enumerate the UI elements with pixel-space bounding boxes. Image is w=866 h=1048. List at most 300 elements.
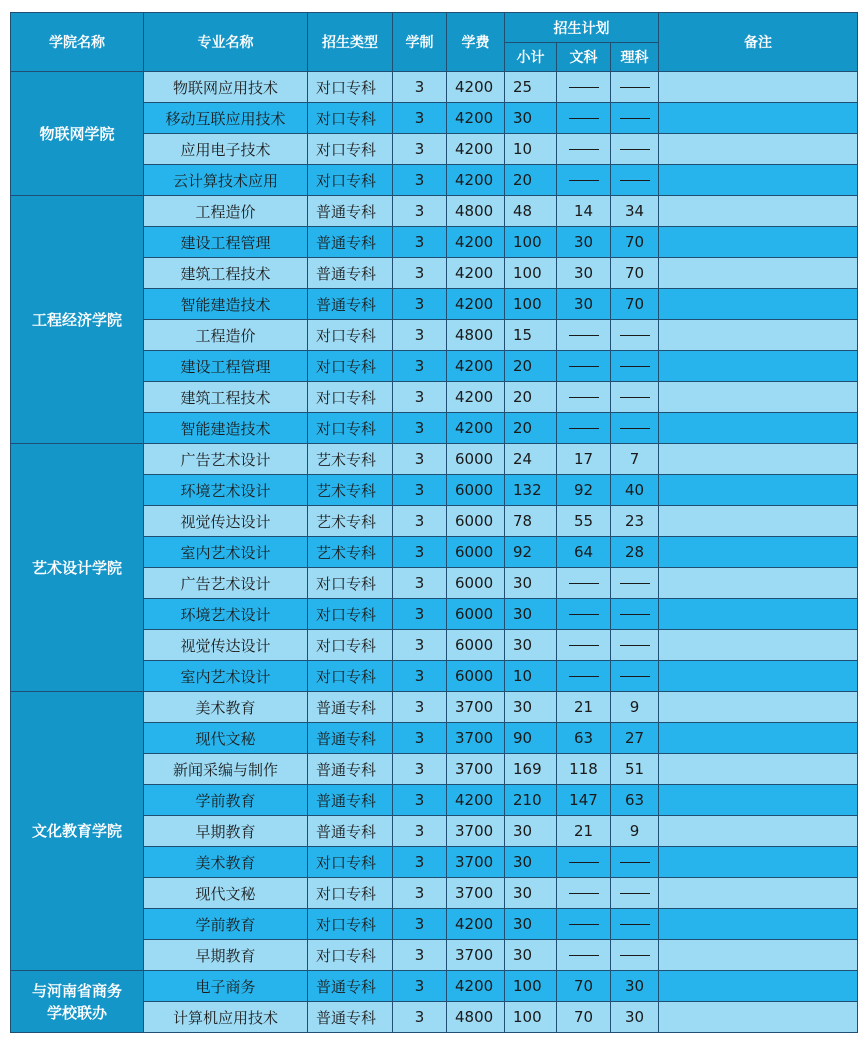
science-count-cell: 7: [611, 444, 659, 475]
subtotal-cell: 30: [505, 630, 557, 661]
fee-cell: 3700: [447, 847, 505, 878]
remark-cell: [659, 630, 858, 661]
science-count-cell: [611, 72, 659, 103]
college-name-cell: 物联网学院: [11, 72, 144, 196]
subtotal-cell: 78: [505, 506, 557, 537]
header-years: 学制: [393, 13, 447, 72]
enrollment-type-cell: 艺术专科: [308, 475, 393, 506]
arts-count-cell: [557, 103, 611, 134]
empty-dash: [620, 955, 650, 956]
arts-count-cell: 17: [557, 444, 611, 475]
subtotal-cell: 30: [505, 940, 557, 971]
years-cell: 3: [393, 165, 447, 196]
years-cell: 3: [393, 971, 447, 1002]
table-row: [11, 444, 858, 475]
remark-cell: [659, 599, 858, 630]
fee-cell: 3700: [447, 816, 505, 847]
remark-cell: [659, 382, 858, 413]
fee-cell: 3700: [447, 878, 505, 909]
empty-dash: [620, 428, 650, 429]
remark-cell: [659, 72, 858, 103]
enrollment-type-cell: 对口专科: [308, 847, 393, 878]
empty-dash: [569, 955, 599, 956]
science-count-cell: 30: [611, 1002, 659, 1033]
enrollment-type-cell: 对口专科: [308, 134, 393, 165]
remark-cell: [659, 568, 858, 599]
years-cell: 3: [393, 537, 447, 568]
enrollment-type-cell: 艺术专科: [308, 444, 393, 475]
major-cell: 建设工程管理: [144, 351, 308, 382]
subtotal-cell: 24: [505, 444, 557, 475]
arts-count-cell: 55: [557, 506, 611, 537]
empty-dash: [620, 180, 650, 181]
subtotal-cell: 10: [505, 134, 557, 165]
remark-cell: [659, 537, 858, 568]
enrollment-type-cell: 普通专科: [308, 692, 393, 723]
fee-cell: 4200: [447, 413, 505, 444]
enrollment-type-cell: 普通专科: [308, 289, 393, 320]
subtotal-cell: 15: [505, 320, 557, 351]
major-cell: 环境艺术设计: [144, 475, 308, 506]
subtotal-cell: 30: [505, 692, 557, 723]
remark-cell: [659, 847, 858, 878]
arts-count-cell: 21: [557, 816, 611, 847]
fee-cell: 3700: [447, 940, 505, 971]
subtotal-cell: 20: [505, 382, 557, 413]
arts-count-cell: 21: [557, 692, 611, 723]
years-cell: 3: [393, 909, 447, 940]
empty-dash: [620, 893, 650, 894]
remark-cell: [659, 785, 858, 816]
table-row: [11, 692, 858, 723]
major-cell: 室内艺术设计: [144, 661, 308, 692]
subtotal-cell: 30: [505, 568, 557, 599]
subtotal-cell: 30: [505, 909, 557, 940]
enrollment-type-cell: 对口专科: [308, 630, 393, 661]
empty-dash: [620, 645, 650, 646]
years-cell: 3: [393, 847, 447, 878]
remark-cell: [659, 227, 858, 258]
enrollment-type-cell: 对口专科: [308, 568, 393, 599]
years-cell: 3: [393, 413, 447, 444]
fee-cell: 4200: [447, 227, 505, 258]
fee-cell: 6000: [447, 568, 505, 599]
college-name-cell: 文化教育学院: [11, 692, 144, 971]
enrollment-plan-table: [10, 12, 858, 1033]
major-cell: 工程造价: [144, 196, 308, 227]
fee-cell: 4200: [447, 103, 505, 134]
fee-cell: 4200: [447, 382, 505, 413]
remark-cell: [659, 103, 858, 134]
enrollment-type-cell: 艺术专科: [308, 537, 393, 568]
remark-cell: [659, 320, 858, 351]
science-count-cell: [611, 940, 659, 971]
remark-cell: [659, 289, 858, 320]
major-cell: 美术教育: [144, 847, 308, 878]
enrollment-type-cell: 普通专科: [308, 1002, 393, 1033]
arts-count-cell: [557, 568, 611, 599]
science-count-cell: [611, 878, 659, 909]
remark-cell: [659, 940, 858, 971]
fee-cell: 4200: [447, 134, 505, 165]
subtotal-cell: 100: [505, 258, 557, 289]
college-name-cell: [11, 971, 144, 1033]
subtotal-cell: 48: [505, 196, 557, 227]
major-cell: 室内艺术设计: [144, 537, 308, 568]
major-cell: 计算机应用技术: [144, 1002, 308, 1033]
science-count-cell: [611, 847, 659, 878]
years-cell: 3: [393, 289, 447, 320]
arts-count-cell: [557, 599, 611, 630]
science-count-cell: [611, 909, 659, 940]
subtotal-cell: 30: [505, 103, 557, 134]
table-row: [11, 72, 858, 103]
science-count-cell: 9: [611, 816, 659, 847]
header-subtotal: 小计: [505, 43, 557, 72]
header-plan: 招生计划: [505, 13, 659, 43]
remark-cell: [659, 134, 858, 165]
arts-count-cell: [557, 661, 611, 692]
fee-cell: 3700: [447, 754, 505, 785]
years-cell: 3: [393, 227, 447, 258]
arts-count-cell: [557, 320, 611, 351]
empty-dash: [569, 428, 599, 429]
arts-count-cell: [557, 382, 611, 413]
years-cell: 3: [393, 444, 447, 475]
subtotal-cell: 30: [505, 599, 557, 630]
major-cell: 环境艺术设计: [144, 599, 308, 630]
remark-cell: [659, 661, 858, 692]
empty-dash: [620, 397, 650, 398]
enrollment-type-cell: 对口专科: [308, 661, 393, 692]
years-cell: 3: [393, 599, 447, 630]
fee-cell: 6000: [447, 661, 505, 692]
empty-dash: [620, 118, 650, 119]
arts-count-cell: [557, 909, 611, 940]
table-header: [11, 13, 858, 72]
enrollment-type-cell: 对口专科: [308, 878, 393, 909]
remark-cell: [659, 692, 858, 723]
fee-cell: 6000: [447, 537, 505, 568]
science-count-cell: 51: [611, 754, 659, 785]
enrollment-type-cell: 对口专科: [308, 909, 393, 940]
arts-count-cell: 30: [557, 258, 611, 289]
subtotal-cell: 210: [505, 785, 557, 816]
empty-dash: [569, 149, 599, 150]
fee-cell: 4200: [447, 909, 505, 940]
major-cell: 美术教育: [144, 692, 308, 723]
science-count-cell: [611, 661, 659, 692]
major-cell: 应用电子技术: [144, 134, 308, 165]
empty-dash: [569, 893, 599, 894]
years-cell: 3: [393, 630, 447, 661]
major-cell: 现代文秘: [144, 723, 308, 754]
major-cell: 现代文秘: [144, 878, 308, 909]
years-cell: 3: [393, 196, 447, 227]
major-cell: 物联网应用技术: [144, 72, 308, 103]
major-cell: 建筑工程技术: [144, 382, 308, 413]
remark-cell: [659, 909, 858, 940]
remark-cell: [659, 971, 858, 1002]
remark-cell: [659, 878, 858, 909]
remark-cell: [659, 506, 858, 537]
major-cell: 学前教育: [144, 785, 308, 816]
major-cell: 智能建造技术: [144, 413, 308, 444]
enrollment-type-cell: 对口专科: [308, 940, 393, 971]
empty-dash: [569, 614, 599, 615]
remark-cell: [659, 258, 858, 289]
major-cell: 移动互联应用技术: [144, 103, 308, 134]
major-cell: 视觉传达设计: [144, 506, 308, 537]
enrollment-type-cell: 普通专科: [308, 196, 393, 227]
empty-dash: [569, 366, 599, 367]
fee-cell: 4200: [447, 785, 505, 816]
empty-dash: [569, 862, 599, 863]
header-arts: 文科: [557, 43, 611, 72]
arts-count-cell: 14: [557, 196, 611, 227]
enrollment-type-cell: 对口专科: [308, 382, 393, 413]
table-body: [11, 72, 858, 1033]
years-cell: 3: [393, 568, 447, 599]
header-science: 理科: [611, 43, 659, 72]
major-cell: 广告艺术设计: [144, 568, 308, 599]
fee-cell: 4200: [447, 165, 505, 196]
empty-dash: [620, 335, 650, 336]
arts-count-cell: 64: [557, 537, 611, 568]
fee-cell: 4200: [447, 971, 505, 1002]
major-cell: 新闻采编与制作: [144, 754, 308, 785]
years-cell: 3: [393, 351, 447, 382]
empty-dash: [569, 87, 599, 88]
empty-dash: [620, 583, 650, 584]
years-cell: 3: [393, 754, 447, 785]
subtotal-cell: 25: [505, 72, 557, 103]
arts-count-cell: 70: [557, 1002, 611, 1033]
arts-count-cell: 63: [557, 723, 611, 754]
enrollment-type-cell: 普通专科: [308, 723, 393, 754]
college-name-cell: 艺术设计学院: [11, 444, 144, 692]
major-cell: 学前教育: [144, 909, 308, 940]
fee-cell: 6000: [447, 444, 505, 475]
header-remark: 备注: [659, 13, 858, 72]
subtotal-cell: 100: [505, 971, 557, 1002]
subtotal-cell: 100: [505, 289, 557, 320]
empty-dash: [569, 397, 599, 398]
science-count-cell: [611, 134, 659, 165]
fee-cell: 3700: [447, 692, 505, 723]
empty-dash: [569, 180, 599, 181]
remark-cell: [659, 1002, 858, 1033]
college-name-line: 与河南省商务: [31, 981, 122, 1000]
science-count-cell: 70: [611, 227, 659, 258]
science-count-cell: 9: [611, 692, 659, 723]
enrollment-type-cell: 普通专科: [308, 227, 393, 258]
table-row: [11, 971, 858, 1002]
years-cell: 3: [393, 785, 447, 816]
science-count-cell: [611, 382, 659, 413]
arts-count-cell: 118: [557, 754, 611, 785]
remark-cell: [659, 816, 858, 847]
fee-cell: 3700: [447, 723, 505, 754]
science-count-cell: 70: [611, 289, 659, 320]
years-cell: 3: [393, 382, 447, 413]
arts-count-cell: [557, 878, 611, 909]
header-type: 招生类型: [308, 13, 393, 72]
science-count-cell: [611, 320, 659, 351]
empty-dash: [569, 645, 599, 646]
arts-count-cell: [557, 630, 611, 661]
arts-count-cell: 30: [557, 289, 611, 320]
major-cell: 早期教育: [144, 816, 308, 847]
enrollment-type-cell: 对口专科: [308, 413, 393, 444]
empty-dash: [569, 583, 599, 584]
fee-cell: 4800: [447, 320, 505, 351]
empty-dash: [569, 676, 599, 677]
subtotal-cell: 30: [505, 878, 557, 909]
major-cell: 建筑工程技术: [144, 258, 308, 289]
years-cell: 3: [393, 72, 447, 103]
subtotal-cell: 20: [505, 413, 557, 444]
fee-cell: 4800: [447, 196, 505, 227]
years-cell: 3: [393, 940, 447, 971]
years-cell: 3: [393, 475, 447, 506]
subtotal-cell: 100: [505, 1002, 557, 1033]
header-college: 学院名称: [11, 13, 144, 72]
fee-cell: 6000: [447, 506, 505, 537]
remark-cell: [659, 723, 858, 754]
enrollment-type-cell: 对口专科: [308, 599, 393, 630]
remark-cell: [659, 413, 858, 444]
fee-cell: 4200: [447, 351, 505, 382]
years-cell: 3: [393, 816, 447, 847]
enrollment-plan-table-wrapper: [10, 12, 857, 1033]
major-cell: 早期教育: [144, 940, 308, 971]
science-count-cell: [611, 568, 659, 599]
empty-dash: [620, 87, 650, 88]
empty-dash: [569, 924, 599, 925]
science-count-cell: 28: [611, 537, 659, 568]
years-cell: 3: [393, 134, 447, 165]
arts-count-cell: [557, 165, 611, 196]
subtotal-cell: 30: [505, 816, 557, 847]
years-cell: 3: [393, 103, 447, 134]
science-count-cell: [611, 630, 659, 661]
science-count-cell: [611, 413, 659, 444]
major-cell: 视觉传达设计: [144, 630, 308, 661]
science-count-cell: [611, 599, 659, 630]
fee-cell: 4200: [447, 72, 505, 103]
years-cell: 3: [393, 258, 447, 289]
years-cell: 3: [393, 692, 447, 723]
subtotal-cell: 20: [505, 165, 557, 196]
major-cell: 广告艺术设计: [144, 444, 308, 475]
fee-cell: 6000: [447, 599, 505, 630]
science-count-cell: 70: [611, 258, 659, 289]
years-cell: 3: [393, 723, 447, 754]
subtotal-cell: 90: [505, 723, 557, 754]
enrollment-type-cell: 对口专科: [308, 320, 393, 351]
enrollment-type-cell: 艺术专科: [308, 506, 393, 537]
remark-cell: [659, 196, 858, 227]
remark-cell: [659, 444, 858, 475]
arts-count-cell: 92: [557, 475, 611, 506]
science-count-cell: [611, 351, 659, 382]
subtotal-cell: 169: [505, 754, 557, 785]
empty-dash: [620, 614, 650, 615]
years-cell: 3: [393, 661, 447, 692]
empty-dash: [569, 118, 599, 119]
subtotal-cell: 20: [505, 351, 557, 382]
major-cell: 建设工程管理: [144, 227, 308, 258]
subtotal-cell: 30: [505, 847, 557, 878]
header-major: 专业名称: [144, 13, 308, 72]
empty-dash: [620, 924, 650, 925]
college-name-line: 学校联办: [46, 1003, 107, 1022]
arts-count-cell: [557, 72, 611, 103]
header-fee: 学费: [447, 13, 505, 72]
science-count-cell: [611, 165, 659, 196]
remark-cell: [659, 165, 858, 196]
table-row: [11, 196, 858, 227]
enrollment-type-cell: 普通专科: [308, 785, 393, 816]
enrollment-type-cell: 普通专科: [308, 754, 393, 785]
science-count-cell: 30: [611, 971, 659, 1002]
arts-count-cell: [557, 351, 611, 382]
fee-cell: 4800: [447, 1002, 505, 1033]
science-count-cell: 27: [611, 723, 659, 754]
science-count-cell: 34: [611, 196, 659, 227]
major-cell: 工程造价: [144, 320, 308, 351]
college-name-cell: 工程经济学院: [11, 196, 144, 444]
subtotal-cell: 100: [505, 227, 557, 258]
major-cell: 云计算技术应用: [144, 165, 308, 196]
major-cell: 智能建造技术: [144, 289, 308, 320]
enrollment-type-cell: 对口专科: [308, 351, 393, 382]
empty-dash: [620, 676, 650, 677]
years-cell: 3: [393, 506, 447, 537]
arts-count-cell: 30: [557, 227, 611, 258]
enrollment-type-cell: 普通专科: [308, 258, 393, 289]
arts-count-cell: [557, 847, 611, 878]
enrollment-type-cell: 普通专科: [308, 816, 393, 847]
science-count-cell: [611, 103, 659, 134]
fee-cell: 4200: [447, 289, 505, 320]
empty-dash: [620, 366, 650, 367]
enrollment-type-cell: 对口专科: [308, 103, 393, 134]
subtotal-cell: 92: [505, 537, 557, 568]
arts-count-cell: 147: [557, 785, 611, 816]
science-count-cell: 63: [611, 785, 659, 816]
major-cell: 电子商务: [144, 971, 308, 1002]
remark-cell: [659, 754, 858, 785]
arts-count-cell: [557, 940, 611, 971]
enrollment-type-cell: 普通专科: [308, 971, 393, 1002]
empty-dash: [569, 335, 599, 336]
years-cell: 3: [393, 1002, 447, 1033]
enrollment-type-cell: 对口专科: [308, 72, 393, 103]
science-count-cell: 23: [611, 506, 659, 537]
arts-count-cell: 70: [557, 971, 611, 1002]
years-cell: 3: [393, 320, 447, 351]
fee-cell: 6000: [447, 475, 505, 506]
subtotal-cell: 10: [505, 661, 557, 692]
fee-cell: 4200: [447, 258, 505, 289]
enrollment-type-cell: 对口专科: [308, 165, 393, 196]
arts-count-cell: [557, 134, 611, 165]
empty-dash: [620, 862, 650, 863]
arts-count-cell: [557, 413, 611, 444]
empty-dash: [620, 149, 650, 150]
